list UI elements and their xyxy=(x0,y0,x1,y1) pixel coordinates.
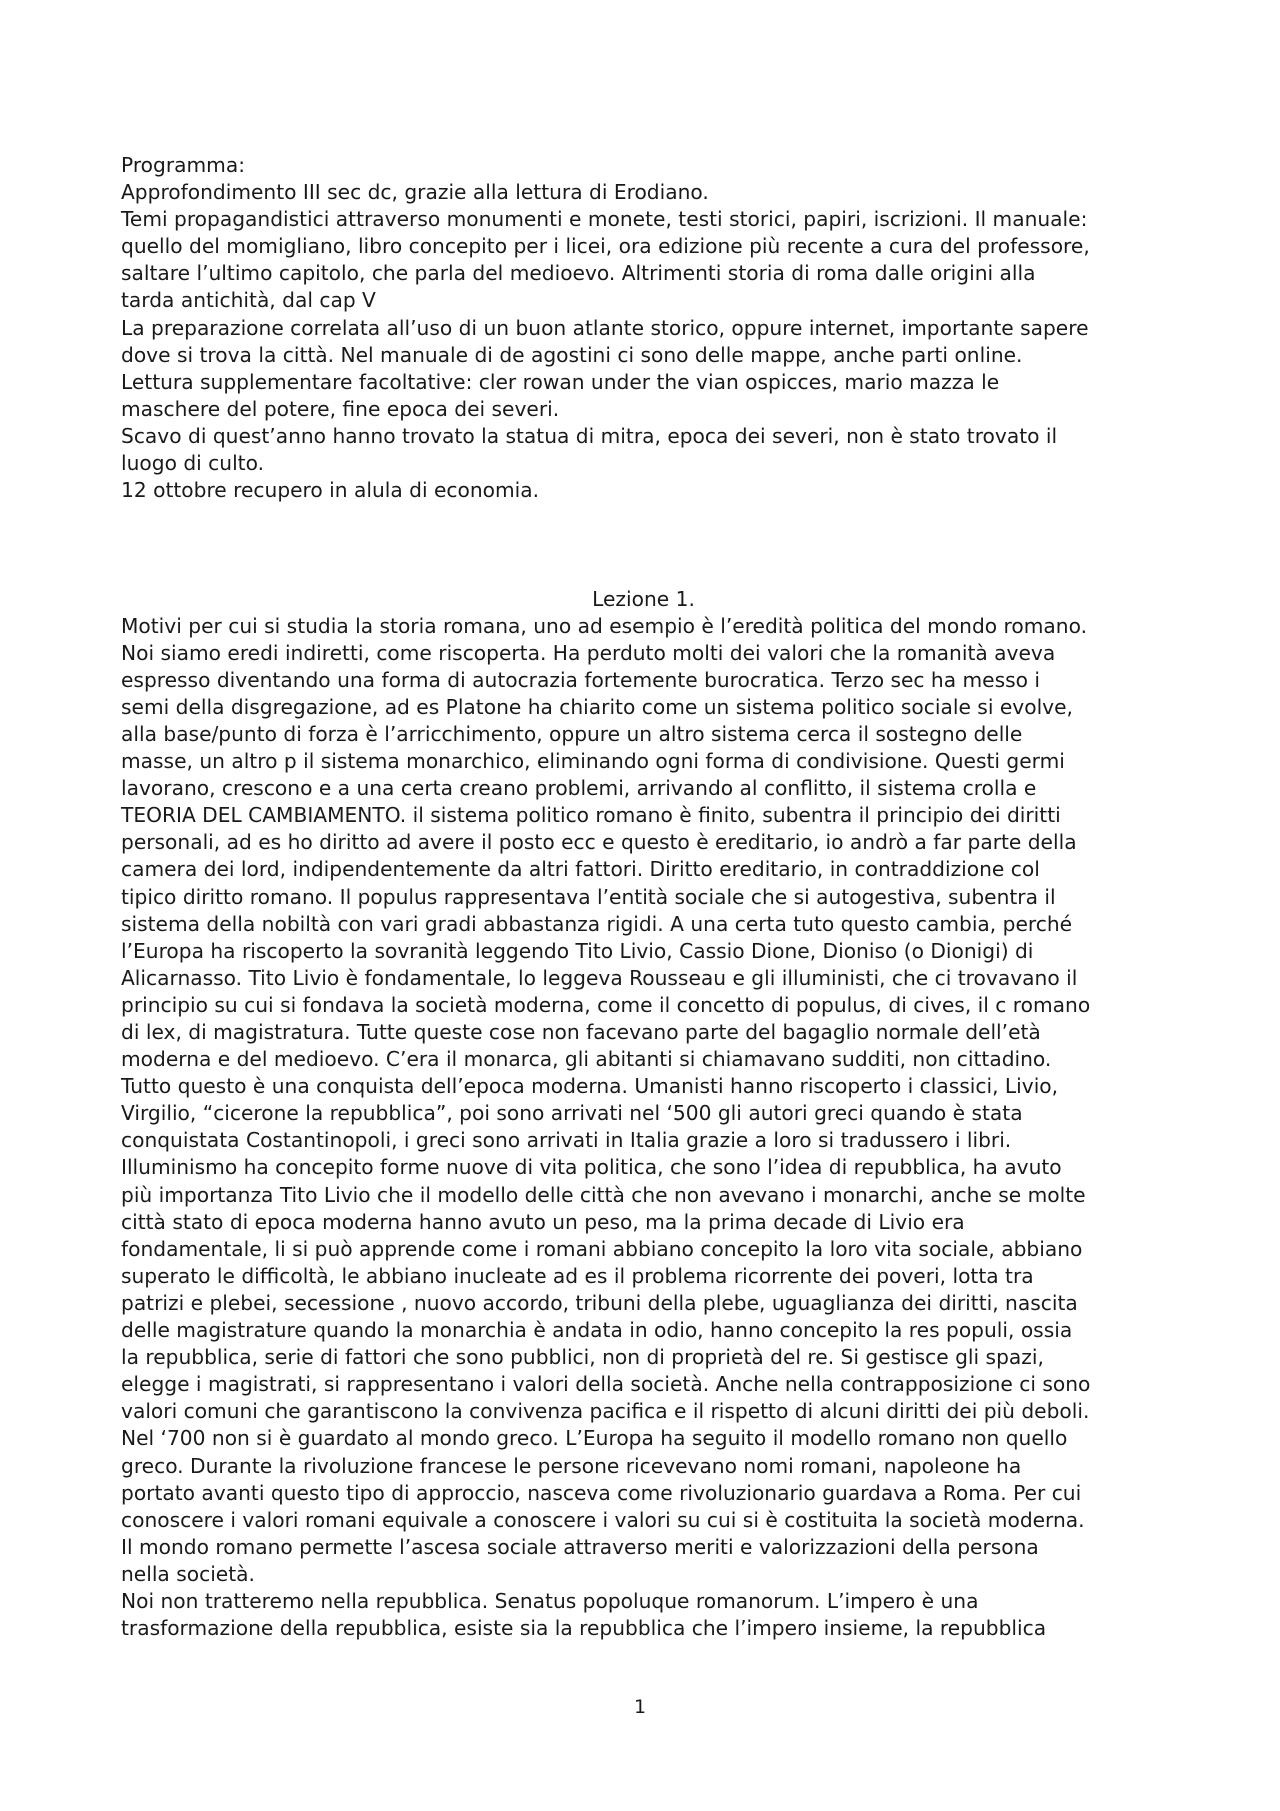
text-line: greco. Durante la rivoluzione francese le persone ricevevano nomi romani, napoleone ha xyxy=(121,1453,1022,1478)
text-line: Approfondimento III sec dc, grazie alla lettura di Erodiano. xyxy=(121,180,709,205)
text-line: tipico diritto romano. Il populus rappresentava l’entità sociale che si autogestiva, subentra il xyxy=(121,884,1056,909)
text-line: Noi non tratteremo nella repubblica. Senatus popoluque romanorum. L’impero è una xyxy=(121,1588,979,1613)
text-line: portato avanti questo tipo di approccio, nasceva come rivoluzionario guardava a Roma. Per cui xyxy=(121,1480,1082,1505)
text-line: masse, un altro p il sistema monarchico, eliminando ogni forma di condivisione. Questi germi xyxy=(121,749,1065,774)
text-line: La preparazione correlata all’uso di un buon atlante storico, oppure internet, importante sapere xyxy=(121,315,1089,340)
text-line: personali, ad es ho diritto ad avere il posto ecc e questo è ereditario, io andrò a far parte della xyxy=(121,830,1077,855)
text-line: la repubblica, serie di fattori che sono pubblici, non di proprietà del re. Si gestisce gli spazi, xyxy=(121,1345,1044,1370)
text-line: espresso diventando una forma di autocrazia fortemente burocratica. Terzo sec ha messo i xyxy=(121,667,1041,692)
text-line: moderna e del medioevo. C’era il monarca, gli abitanti si chiamavano sudditi, non cittadino. xyxy=(121,1047,1052,1072)
text-line: camera dei lord, indipendentemente da altri fattori. Diritto ereditario, in contraddizione col xyxy=(121,857,1040,882)
text-line: Scavo di quest’anno hanno trovato la statua di mitra, epoca dei severi, non è stato trovato il xyxy=(121,423,1058,448)
text-line: patrizi e plebei, secessione , nuovo accordo, tribuni della plebe, uguaglianza dei diritti, nascita xyxy=(121,1290,1078,1315)
text-line: più importanza Tito Livio che il modello delle città che non avevano i monarchi, anche se molte xyxy=(121,1182,1086,1207)
text-line: Virgilio, “cicerone la repubblica”, poi sono arrivati nel ‘500 gli autori greci quando è stata xyxy=(121,1101,1023,1126)
text-line: TEORIA DEL CAMBIAMENTO. il sistema politico romano è finito, subentra il principio dei diritti xyxy=(121,803,1061,828)
lesson-title: Lezione 1. xyxy=(592,586,695,611)
text-line: Illuminismo ha concepito forme nuove di vita politica, che sono l’idea di repubblica, ha avuto xyxy=(121,1155,1062,1180)
text-line: Lettura supplementare facoltative: cler rowan under the vian ospicces, mario mazza le xyxy=(121,369,1000,394)
page-number: 1 xyxy=(633,1696,647,1718)
text-line: maschere del potere, fine epoca dei severi. xyxy=(121,396,560,421)
text-line: Alicarnasso. Tito Livio è fondamentale, lo leggeva Rousseau e gli illuministi, che ci trovavano il xyxy=(121,965,1078,990)
text-line: città stato di epoca moderna hanno avuto un peso, ma la prima decade di Livio era xyxy=(121,1209,965,1234)
text-line: valori comuni che garantiscono la convivenza pacifica e il rispetto di alcuni diritti dei più deboli. xyxy=(121,1399,1090,1424)
programma-section xyxy=(121,152,1166,504)
text-line: tarda antichità, dal cap V xyxy=(121,288,376,313)
text-line: nella società. xyxy=(121,1561,255,1586)
text-line: quello del momigliano, libro concepito per i licei, ora edizione più recente a cura del professore, xyxy=(121,234,1090,259)
text-line: superato le difficoltà, le abbiano inucleate ad es il problema ricorrente dei poveri, lotta tra xyxy=(121,1263,1034,1288)
page-body xyxy=(121,152,1166,1642)
lezione-section xyxy=(121,586,1166,1643)
text-line: Programma: xyxy=(121,153,246,177)
text-line: Il mondo romano permette l’ascesa sociale attraverso meriti e valorizzazioni della persona xyxy=(121,1534,1039,1559)
text-line: Nel ‘700 non si è guardato al mondo greco. L’Europa ha seguito il modello romano non quello xyxy=(121,1426,1068,1451)
text-line: trasformazione della repubblica, esiste sia la repubblica che l’impero insieme, la repubblica xyxy=(121,1616,1047,1641)
text-line: elegge i magistrati, si rappresentano i valori della società. Anche nella contrapposizione ci sono xyxy=(121,1372,1091,1397)
text-line: Motivi per cui si studia la storia romana, uno ad esempio è l’eredità politica del mondo romano. xyxy=(121,613,1087,638)
text-line: dove si trova la città. Nel manuale di de agostini ci sono delle mappe, anche parti online. xyxy=(121,342,1023,367)
text-line: di lex, di magistratura. Tutte queste cose non facevano parte del bagaglio normale dell’età xyxy=(121,1020,1041,1045)
text-line: alla base/punto di forza è l’arricchimento, oppure un altro sistema cerca il sostegno delle xyxy=(121,721,1023,746)
text-line: 12 ottobre recupero in alula di economia. xyxy=(121,478,540,503)
text-line: Temi propagandistici attraverso monumenti e monete, testi storici, papiri, iscrizioni. Il manuale: xyxy=(121,207,1088,232)
section-gap xyxy=(121,504,1166,585)
text-line: saltare l’ultimo capitolo, che parla del medioevo. Altrimenti storia di roma dalle origini alla xyxy=(121,261,1036,286)
text-line: Tutto questo è una conquista dell’epoca moderna. Umanisti hanno riscoperto i classici, Livio, xyxy=(121,1074,1059,1099)
text-line: semi della disgregazione, ad es Platone ha chiarito come un sistema politico sociale si evolve, xyxy=(121,694,1073,719)
text-line: l’Europa ha riscoperto la sovranità leggendo Tito Livio, Cassio Dione, Dioniso (o Dionigi) di xyxy=(121,938,1034,963)
text-line: Noi siamo eredi indiretti, come riscoperta. Ha perduto molti dei valori che la romanità aveva xyxy=(121,640,1056,665)
text-line: conoscere i valori romani equivale a conoscere i valori su cui si è costituita la società moderna. xyxy=(121,1507,1085,1532)
text-line: luogo di culto. xyxy=(121,451,265,476)
text-line: fondamentale, li si può apprende come i romani abbiano concepito la loro vita sociale, abbiano xyxy=(121,1236,1083,1261)
text-line: principio su cui si fondava la società moderna, come il concetto di populus, di cives, il c romano xyxy=(121,992,1091,1017)
text-line: conquistata Costantinopoli, i greci sono arrivati in Italia grazie a loro si tradussero i libri. xyxy=(121,1128,1012,1153)
text-line: lavorano, crescono e a una certa creano problemi, arrivando al conflitto, il sistema crolla e xyxy=(121,776,1037,801)
text-line: sistema della nobiltà con vari gradi abbastanza rigidi. A una certa tuto questo cambia, perché xyxy=(121,911,1073,936)
text-line: delle magistrature quando la monarchia è andata in odio, hanno concepito la res populi, ossia xyxy=(121,1318,1073,1343)
